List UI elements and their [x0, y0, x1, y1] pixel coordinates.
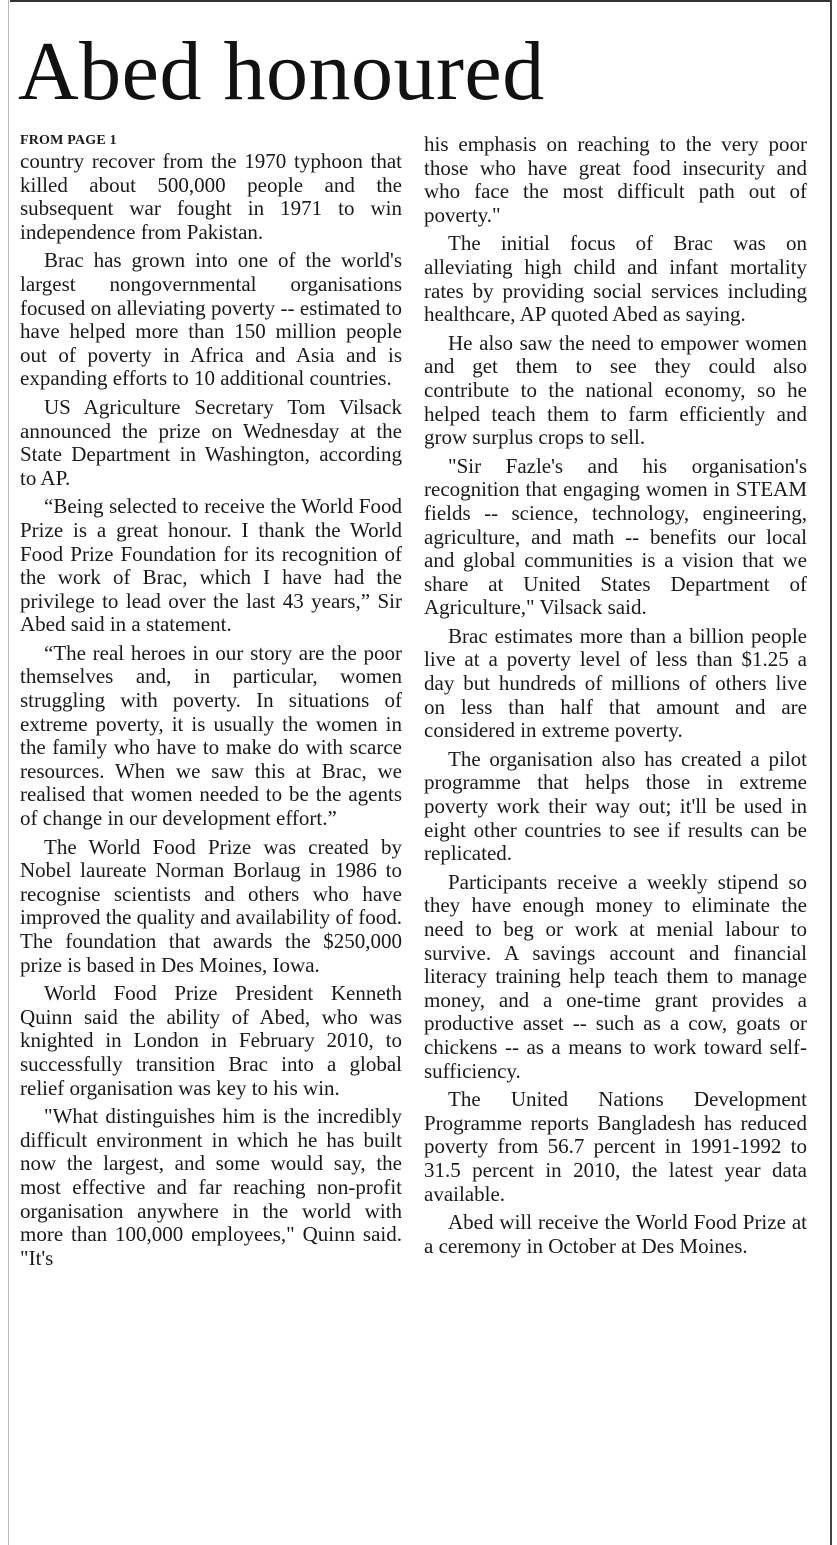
left-border [8, 0, 9, 1545]
paragraph: Participants receive a weekly stipend so they have enough money to eliminate the need to beg or work at menial labour to survive. A savings account and financial literacy training help teach them to manage money, and a one-time grant provides a productive asset -- such as a cow, goats or chickens -- as a means to work toward self-sufficiency. [424, 869, 807, 1083]
paragraph: "What distinguishes him is the incredibly difficult environment in which he has built now the largest, and some would say, the most effective and far reaching non-profit organisation anywhere in the world with more than 100,000 employees," Quinn said. "It's [20, 1104, 402, 1270]
top-border [10, 0, 832, 2]
paragraph: The organisation also has created a pilot programme that helps those in extreme poverty work their way out; it'll be used in eight other countries to see if results can be replicated. [424, 746, 807, 866]
right-border [830, 0, 832, 1545]
paragraph: "Sir Fazle's and his organisation's recognition that engaging women in STEAM fields -- science, technology, engineering, agriculture, and math -- benefits our local and global communities is a vision that we share at United States Department of Agriculture," Vilsack said. [424, 453, 807, 620]
paragraph: Abed will receive the World Food Prize at a ceremony in October at Des Moines. [424, 1210, 807, 1258]
paragraph: World Food Prize President Kenneth Quinn said the ability of Abed, who was knighted in London in February 2010, to successfully transition Brac into a global relief organisation was key to his win. [20, 981, 402, 1100]
paragraph: He also saw the need to empower women and get them to see they could also contribute to the national economy, so he helped teach them to farm efficiently and grow surplus crops to sell. [424, 330, 807, 450]
left-column [20, 133, 402, 1275]
paragraph: The initial focus of Brac was on alleviating high child and infant mortality rates by providing social services including healthcare, AP quoted Abed as saying. [424, 231, 807, 327]
right-column [424, 133, 807, 1263]
paragraph: US Agriculture Secretary Tom Vilsack announced the prize on Wednesday at the State Department in Washington, according to AP. [20, 394, 402, 490]
paragraph: country recover from the 1970 typhoon that killed about 500,000 people and the subsequent war fought in 1971 to win independence from Pakistan. [20, 149, 402, 244]
headline: Abed honoured [18, 25, 545, 118]
paragraph: Brac has grown into one of the world's largest nongovernmental organisations focused on alleviating poverty -- estimated to have helped more than 150 million people out of poverty in Africa and Asia and is expanding efforts to 10 additional countries. [20, 248, 402, 391]
paragraph: The World Food Prize was created by Nobel laureate Norman Borlaug in 1986 to recognise scientists and others who have improved the quality and availability of food. The foundation that awards the $250,000 prize is based in Des Moines, Iowa. [20, 834, 402, 977]
paragraph: Brac estimates more than a billion people live at a poverty level of less than $1.25 a day but hundreds of millions of others live on less than half that amount and are considered in extreme poverty. [424, 623, 807, 743]
paragraph: The United Nations Development Programme reports Bangladesh has reduced poverty from 56.7 percent in 1991-1992 to 31.5 percent in 2010, the latest year data available. [424, 1087, 807, 1206]
paragraph: his emphasis on reaching to the very poor those who have great food insecurity and who face the most difficult path out of poverty." [424, 132, 807, 227]
paragraph: “The real heroes in our story are the poor themselves and, in particular, women struggling with poverty. In situations of extreme poverty, it is usually the women in the family who have to make do with scarce resources. When we saw this at Brac, we realised that women needed to be the agents of change in our development effort.” [20, 640, 402, 831]
kicker: FROM PAGE 1 [20, 133, 117, 148]
paragraph: “Being selected to receive the World Food Prize is a great honour. I thank the World Food Prize Foundation for its recognition of the work of Brac, which I have had the privilege to lead over the last 43 years,” Sir Abed said in a statement. [20, 494, 402, 637]
